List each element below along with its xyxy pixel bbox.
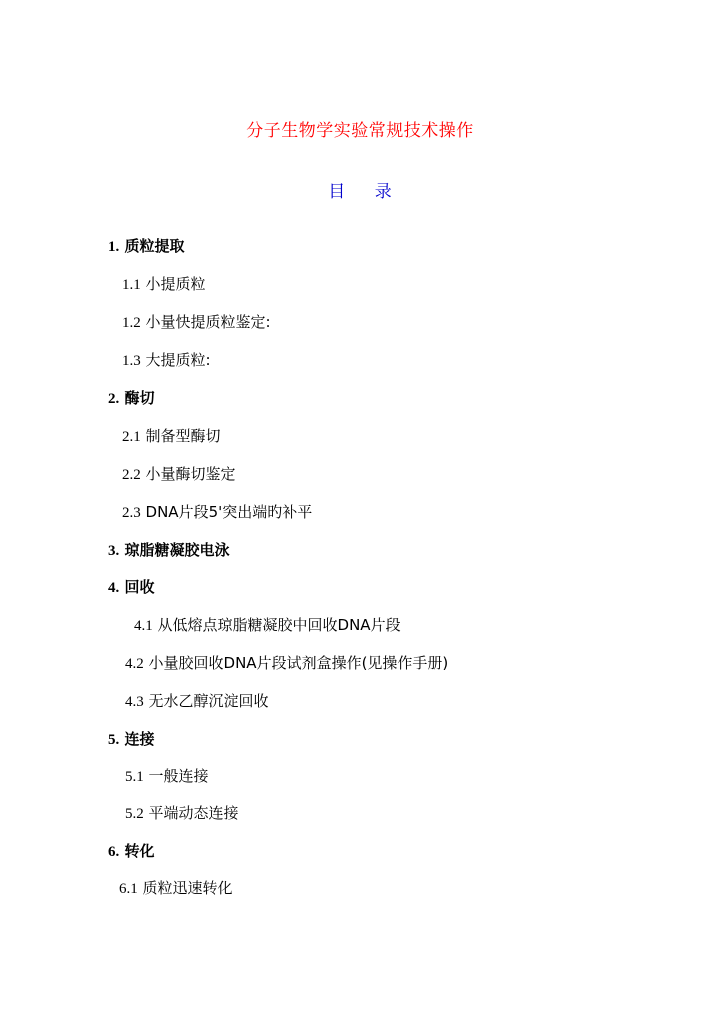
- toc-text: 大提质粒:: [145, 351, 211, 369]
- toc-text: 无水乙醇沉淀回收: [148, 692, 269, 710]
- toc-text: 制备型酶切: [145, 427, 221, 445]
- toc-section-6: [108, 841, 155, 862]
- toc-text: 连接: [124, 730, 155, 748]
- toc-text: 小量酶切鉴定: [145, 465, 236, 483]
- toc-text: DNA片段5'突出端旳补平: [145, 503, 313, 521]
- toc-section-4: [108, 577, 155, 598]
- toc-text: 质粒迅速转化: [142, 879, 233, 897]
- toc-section-2: [108, 388, 155, 409]
- toc-item-1-3: [122, 350, 211, 371]
- toc-number: 2.2: [122, 467, 141, 483]
- toc-number: 1.1: [122, 277, 141, 293]
- toc-section-5: [108, 729, 155, 750]
- toc-number: 1.3: [122, 353, 141, 369]
- toc-number: 4.2: [125, 656, 144, 672]
- toc-item-2-2: [122, 464, 236, 485]
- toc-item-1-2: [122, 312, 271, 333]
- toc-item-6-1: [119, 878, 233, 899]
- toc-item-4-2: [125, 653, 448, 674]
- toc-number: 4.3: [125, 694, 144, 710]
- toc-number: 4.1: [134, 618, 153, 634]
- toc-text: 回收: [124, 578, 155, 596]
- toc-section-3: [108, 540, 230, 561]
- toc-number: 2.1: [122, 429, 141, 445]
- toc-number: 6.: [108, 844, 120, 860]
- toc-number: 5.1: [125, 769, 144, 785]
- toc-text: 从低熔点琼脂糖凝胶中回收DNA片段: [157, 616, 401, 634]
- toc-number: 4.: [108, 580, 120, 596]
- document-title: 分子生物学实验常规技术操作: [246, 121, 474, 141]
- toc-item-5-1: [125, 766, 209, 787]
- toc-number: 5.2: [125, 806, 144, 822]
- toc-item-2-1: [122, 426, 221, 447]
- toc-text: 小量胶回收DNA片段试剂盒操作(见操作手册): [148, 654, 449, 672]
- toc-number: 6.1: [119, 881, 138, 897]
- toc-text: 小提质粒: [145, 275, 206, 293]
- toc-text: 质粒提取: [124, 237, 185, 255]
- toc-item-4-1: [134, 615, 401, 636]
- toc-text: 转化: [124, 842, 155, 860]
- toc-item-5-2: [125, 803, 239, 824]
- toc-heading: 目 录: [328, 182, 404, 202]
- toc-text: 琼脂糖凝胶电泳: [124, 541, 230, 559]
- toc-number: 1.: [108, 239, 120, 255]
- toc-number: 2.3: [122, 505, 141, 521]
- toc-text: 小量快提质粒鉴定:: [145, 313, 271, 331]
- toc-number: 5.: [108, 732, 120, 748]
- toc-text: 平端动态连接: [148, 804, 239, 822]
- toc-section-1: [108, 236, 185, 257]
- toc-number: 3.: [108, 543, 120, 559]
- toc-number: 1.2: [122, 315, 141, 331]
- toc-item-2-3: [122, 502, 312, 523]
- toc-item-4-3: [125, 691, 269, 712]
- toc-text: 酶切: [124, 389, 155, 407]
- toc-number: 2.: [108, 391, 120, 407]
- toc-item-1-1: [122, 274, 206, 295]
- toc-text: 一般连接: [148, 767, 209, 785]
